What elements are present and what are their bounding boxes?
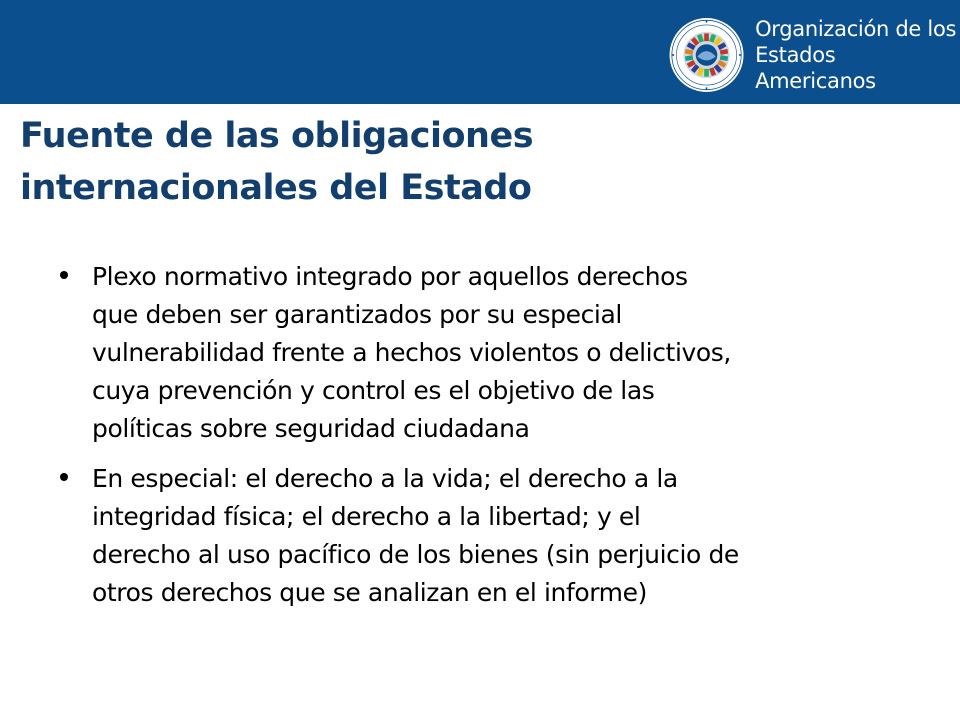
- slide-title-line2: internacionales del Estado: [20, 168, 532, 208]
- bullet-line: En especial: el derecho a la vida; el derecho a la: [92, 464, 678, 493]
- bullet-item: [56, 258, 916, 448]
- bullet-line: cuya prevención y control es el objetivo de las: [92, 376, 655, 405]
- bullet-dot-icon: [60, 473, 68, 481]
- oas-seal-icon: [668, 16, 745, 94]
- bullet-item: [56, 460, 916, 612]
- oas-logo: [668, 16, 960, 94]
- bullet-list: [56, 258, 916, 624]
- organization-name-line2: Estados Americanos: [755, 43, 876, 93]
- bullet-text: [92, 258, 916, 448]
- organization-name-line1: Organización de los: [755, 17, 957, 41]
- bullet-text: [92, 460, 916, 612]
- bullet-line: vulnerabilidad frente a hechos violentos o delictivos,: [92, 338, 731, 367]
- bullet-line: políticas sobre seguridad ciudadana: [92, 414, 530, 443]
- organization-name: [755, 16, 960, 94]
- bullet-line: otros derechos que se analizan en el informe): [92, 578, 647, 607]
- slide-title: [20, 110, 920, 214]
- bullet-line: que deben ser garantizados por su especial: [92, 300, 622, 329]
- slide-title-line1: Fuente de las obligaciones: [20, 116, 534, 156]
- bullet-line: derecho al uso pacífico de los bienes (sin perjuicio de: [92, 540, 739, 569]
- bullet-line: Plexo normativo integrado por aquellos derechos: [92, 262, 688, 291]
- bullet-dot-icon: [60, 271, 68, 279]
- header-bar: [0, 0, 960, 104]
- bullet-line: integridad física; el derecho a la libertad; y el: [92, 502, 641, 531]
